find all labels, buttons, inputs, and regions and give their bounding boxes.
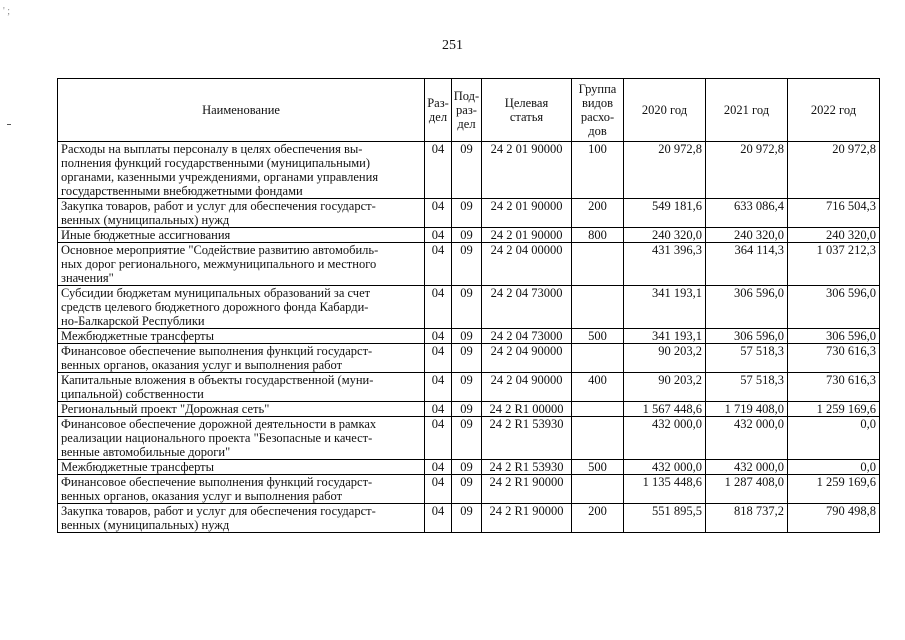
row-2020-cell: 20 972,8 [624,142,706,199]
row-2022-cell: 1 037 212,3 [788,243,880,286]
budget-table [57,78,880,533]
row-name-cell: Финансовое обеспечение дорожной деятельности в рамках реализации национального проекта "Безопасные и качест- венные автомобильные дороги" [58,417,425,460]
row-target-cell: 24 2 R1 90000 [482,504,572,533]
row-name-cell: Закупка товаров, работ и услуг для обеспечения государст- венных (муниципальных) нужд [58,504,425,533]
row-section-cell: 04 [425,460,452,475]
row-subsection-cell: 09 [452,142,482,199]
table-row [58,142,880,199]
row-target-cell: 24 2 04 90000 [482,344,572,373]
row-target-cell: 24 2 R1 00000 [482,402,572,417]
row-2020-cell: 341 193,1 [624,329,706,344]
row-subsection-cell: 09 [452,417,482,460]
row-target-cell: 24 2 04 73000 [482,329,572,344]
row-subsection-cell: 09 [452,344,482,373]
table-row [58,402,880,417]
row-name-cell: Финансовое обеспечение выполнения функций государст- венных органов, оказания услуг и выполнения работ [58,344,425,373]
row-subsection-cell: 09 [452,504,482,533]
header-section: Раз- дел [425,79,452,142]
row-name-cell: Закупка товаров, работ и услуг для обеспечения государст- венных (муниципальных) нужд [58,199,425,228]
row-2021-cell: 20 972,8 [706,142,788,199]
row-2022-cell: 20 972,8 [788,142,880,199]
row-section-cell: 04 [425,142,452,199]
table-row [58,373,880,402]
header-name: Наименование [58,79,425,142]
table-row [58,228,880,243]
row-2020-cell: 551 895,5 [624,504,706,533]
row-2022-cell: 790 498,8 [788,504,880,533]
row-group-cell: 800 [572,228,624,243]
row-section-cell: 04 [425,475,452,504]
row-2021-cell: 1 287 408,0 [706,475,788,504]
header-target-article: Целевая статья [482,79,572,142]
row-subsection-cell: 09 [452,228,482,243]
row-section-cell: 04 [425,243,452,286]
row-name-cell: Региональный проект "Дорожная сеть" [58,402,425,417]
header-subsection: Под- раз- дел [452,79,482,142]
row-target-cell: 24 2 01 90000 [482,199,572,228]
row-2022-cell: 306 596,0 [788,329,880,344]
row-2022-cell: 306 596,0 [788,286,880,329]
row-2020-cell: 90 203,2 [624,373,706,402]
row-subsection-cell: 09 [452,329,482,344]
row-section-cell: 04 [425,417,452,460]
row-2020-cell: 549 181,6 [624,199,706,228]
row-subsection-cell: 09 [452,402,482,417]
row-2021-cell: 432 000,0 [706,417,788,460]
row-2021-cell: 57 518,3 [706,344,788,373]
margin-tick [7,124,11,125]
row-group-cell [572,475,624,504]
row-2022-cell: 716 504,3 [788,199,880,228]
row-2022-cell: 730 616,3 [788,373,880,402]
row-2021-cell: 306 596,0 [706,286,788,329]
table-row [58,417,880,460]
row-group-cell: 400 [572,373,624,402]
row-section-cell: 04 [425,199,452,228]
row-target-cell: 24 2 R1 90000 [482,475,572,504]
row-group-cell: 500 [572,329,624,344]
page-number: 251 [442,38,463,53]
row-group-cell [572,402,624,417]
row-target-cell: 24 2 R1 53930 [482,460,572,475]
row-target-cell: 24 2 04 73000 [482,286,572,329]
row-section-cell: 04 [425,373,452,402]
table-row [58,286,880,329]
row-target-cell: 24 2 04 00000 [482,243,572,286]
row-group-cell: 500 [572,460,624,475]
row-2020-cell: 341 193,1 [624,286,706,329]
row-2021-cell: 633 086,4 [706,199,788,228]
row-2020-cell: 1 135 448,6 [624,475,706,504]
row-2020-cell: 432 000,0 [624,417,706,460]
row-2022-cell: 1 259 169,6 [788,475,880,504]
row-2021-cell: 432 000,0 [706,460,788,475]
row-2022-cell: 1 259 169,6 [788,402,880,417]
header-year-2022: 2022 год [788,79,880,142]
row-subsection-cell: 09 [452,199,482,228]
row-subsection-cell: 09 [452,475,482,504]
row-group-cell: 200 [572,504,624,533]
table-row [58,475,880,504]
header-year-2021: 2021 год [706,79,788,142]
row-target-cell: 24 2 01 90000 [482,142,572,199]
row-name-cell: Межбюджетные трансферты [58,329,425,344]
row-subsection-cell: 09 [452,286,482,329]
row-group-cell [572,286,624,329]
table-header-row [58,79,880,142]
row-2022-cell: 0,0 [788,460,880,475]
row-subsection-cell: 09 [452,460,482,475]
row-2021-cell: 818 737,2 [706,504,788,533]
table-row [58,344,880,373]
row-2021-cell: 240 320,0 [706,228,788,243]
row-group-cell: 100 [572,142,624,199]
row-name-cell: Субсидии бюджетам муниципальных образований за счет средств целевого бюджетного дорожного фонда Кабарди- но-Балкарской Республики [58,286,425,329]
row-2022-cell: 240 320,0 [788,228,880,243]
table-row [58,243,880,286]
row-2022-cell: 0,0 [788,417,880,460]
row-name-cell: Финансовое обеспечение выполнения функций государст- венных органов, оказания услуг и выполнения работ [58,475,425,504]
table-row [58,329,880,344]
row-name-cell: Основное мероприятие "Содействие развитию автомобиль- ных дорог регионального, межмуниципального и местного значения" [58,243,425,286]
row-subsection-cell: 09 [452,243,482,286]
row-2021-cell: 1 719 408,0 [706,402,788,417]
table-row [58,460,880,475]
row-2021-cell: 364 114,3 [706,243,788,286]
row-group-cell: 200 [572,199,624,228]
corner-scan-mark: ' ; [3,6,11,17]
header-year-2020: 2020 год [624,79,706,142]
row-name-cell: Капитальные вложения в объекты государственной (муни- ципальной) собственности [58,373,425,402]
row-section-cell: 04 [425,228,452,243]
row-2022-cell: 730 616,3 [788,344,880,373]
table-row [58,199,880,228]
row-2020-cell: 90 203,2 [624,344,706,373]
row-target-cell: 24 2 04 90000 [482,373,572,402]
row-name-cell: Иные бюджетные ассигнования [58,228,425,243]
row-target-cell: 24 2 R1 53930 [482,417,572,460]
row-group-cell [572,344,624,373]
row-section-cell: 04 [425,344,452,373]
row-name-cell: Расходы на выплаты персоналу в целях обеспечения вы- полнения функций государственными (муниципальными) органами, казенными учреждениями, органами управления государственными внебюджетными фондами [58,142,425,199]
row-name-cell: Межбюджетные трансферты [58,460,425,475]
row-2020-cell: 431 396,3 [624,243,706,286]
row-2020-cell: 240 320,0 [624,228,706,243]
row-section-cell: 04 [425,504,452,533]
row-group-cell [572,417,624,460]
header-expense-group: Группа видов расхо- дов [572,79,624,142]
row-target-cell: 24 2 01 90000 [482,228,572,243]
row-2021-cell: 57 518,3 [706,373,788,402]
row-2020-cell: 1 567 448,6 [624,402,706,417]
row-2021-cell: 306 596,0 [706,329,788,344]
row-section-cell: 04 [425,329,452,344]
row-section-cell: 04 [425,402,452,417]
row-subsection-cell: 09 [452,373,482,402]
table-row [58,504,880,533]
row-2020-cell: 432 000,0 [624,460,706,475]
row-group-cell [572,243,624,286]
row-section-cell: 04 [425,286,452,329]
